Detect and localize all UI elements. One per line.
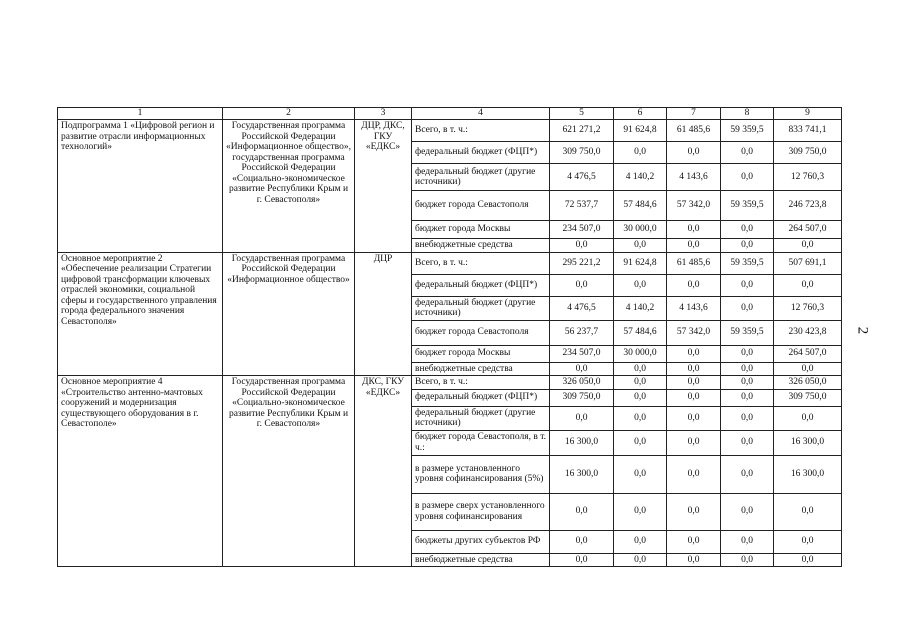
amount-cell: 0,0 <box>614 274 667 296</box>
amount-cell: 0,0 <box>667 142 721 164</box>
amount-cell: 72 537,7 <box>550 191 614 221</box>
amount-cell: 30 000,0 <box>614 345 667 362</box>
amount-cell: 0,0 <box>614 455 667 493</box>
amount-cell: 0,0 <box>550 239 614 253</box>
funding-source-cell: бюджет города Севастополя <box>412 320 550 345</box>
amount-cell: 0,0 <box>550 406 614 430</box>
amount-cell: 264 507,0 <box>774 345 842 362</box>
funding-source-cell: федеральный бюджет (ФЦП*) <box>412 274 550 296</box>
header-cell: 2 <box>223 108 355 120</box>
executor-cell: ДЦР, ДКС, ГКУ «ЕДКС» <box>355 120 412 253</box>
amount-cell: 264 507,0 <box>774 221 842 239</box>
funding-source-cell: Всего, в т. ч.: <box>412 252 550 274</box>
amount-cell: 0,0 <box>721 493 774 530</box>
funding-source-cell: внебюджетные средства <box>412 239 550 253</box>
amount-cell: 0,0 <box>721 376 774 390</box>
measure-name-cell: Основное мероприятие 2 «Обеспечение реализации Стратегии цифровой трансформации ключевых отраслей экономики, социальной сферы и государственного управления города федерального значения Севастополя» <box>58 252 223 376</box>
funding-source-cell: бюджеты других субъектов РФ <box>412 530 550 553</box>
amount-cell: 0,0 <box>774 362 842 376</box>
amount-cell: 0,0 <box>667 553 721 567</box>
amount-cell: 0,0 <box>721 164 774 191</box>
amount-cell: 0,0 <box>550 493 614 530</box>
funding-source-cell: бюджет города Севастополя, в т. ч.: <box>412 430 550 455</box>
header-cell: 9 <box>774 108 842 120</box>
header-row <box>58 108 842 120</box>
amount-cell: 0,0 <box>550 362 614 376</box>
funding-source-cell: в размере сверх установленного уровня софинансирования <box>412 493 550 530</box>
amount-cell: 0,0 <box>721 296 774 320</box>
amount-cell: 0,0 <box>721 406 774 430</box>
measure-name-cell: Подпрограмма 1 «Цифровой регион и развитие отрасли информационных технологий» <box>58 120 223 253</box>
header-cell: 6 <box>614 108 667 120</box>
amount-cell: 0,0 <box>721 221 774 239</box>
funding-source-cell: федеральный бюджет (ФЦП*) <box>412 142 550 164</box>
amount-cell: 0,0 <box>667 530 721 553</box>
amount-cell: 57 342,0 <box>667 191 721 221</box>
amount-cell: 0,0 <box>614 239 667 253</box>
amount-cell: 0,0 <box>667 345 721 362</box>
amount-cell: 0,0 <box>774 239 842 253</box>
amount-cell: 0,0 <box>721 455 774 493</box>
amount-cell: 0,0 <box>667 376 721 390</box>
amount-cell: 0,0 <box>614 142 667 164</box>
amount-cell: 0,0 <box>550 553 614 567</box>
amount-cell: 0,0 <box>774 553 842 567</box>
amount-cell: 61 485,6 <box>667 120 721 142</box>
header-cell: 4 <box>412 108 550 120</box>
amount-cell: 59 359,5 <box>721 320 774 345</box>
amount-cell: 0,0 <box>614 553 667 567</box>
funding-source-cell: федеральный бюджет (ФЦП*) <box>412 389 550 406</box>
executor-cell: ДКС, ГКУ «ЕДКС» <box>355 376 412 567</box>
amount-cell: 621 271,2 <box>550 120 614 142</box>
funding-source-cell: федеральный бюджет (другие источники) <box>412 164 550 191</box>
amount-cell: 16 300,0 <box>774 455 842 493</box>
funding-source-cell: бюджет города Москвы <box>412 345 550 362</box>
amount-cell: 56 237,7 <box>550 320 614 345</box>
amount-cell: 0,0 <box>721 362 774 376</box>
amount-cell: 16 300,0 <box>550 430 614 455</box>
amount-cell: 309 750,0 <box>774 142 842 164</box>
funding-source-cell: внебюджетные средства <box>412 362 550 376</box>
amount-cell: 833 741,1 <box>774 120 842 142</box>
amount-cell: 4 140,2 <box>614 296 667 320</box>
amount-cell: 0,0 <box>667 493 721 530</box>
amount-cell: 57 484,6 <box>614 191 667 221</box>
amount-cell: 0,0 <box>614 530 667 553</box>
funding-source-cell: внебюджетные средства <box>412 553 550 567</box>
state-program-cell: Государственная программа Российской Федерации «Социально-экономическое развитие Республики Крым и г. Севастополя» <box>223 376 355 567</box>
amount-cell: 0,0 <box>774 274 842 296</box>
amount-cell: 59 359,5 <box>721 120 774 142</box>
amount-cell: 0,0 <box>667 221 721 239</box>
funding-source-cell: Всего, в т. ч.: <box>412 120 550 142</box>
amount-cell: 59 359,5 <box>721 252 774 274</box>
header-cell: 7 <box>667 108 721 120</box>
amount-cell: 12 760,3 <box>774 296 842 320</box>
amount-cell: 309 750,0 <box>550 142 614 164</box>
amount-cell: 61 485,6 <box>667 252 721 274</box>
amount-cell: 295 221,2 <box>550 252 614 274</box>
amount-cell: 0,0 <box>614 389 667 406</box>
amount-cell: 4 143,6 <box>667 296 721 320</box>
amount-cell: 16 300,0 <box>550 455 614 493</box>
funding-source-cell: бюджет города Севастополя <box>412 191 550 221</box>
amount-cell: 0,0 <box>667 362 721 376</box>
amount-cell: 0,0 <box>667 274 721 296</box>
amount-cell: 0,0 <box>721 142 774 164</box>
amount-cell: 0,0 <box>614 406 667 430</box>
amount-cell: 91 624,8 <box>614 120 667 142</box>
state-program-cell: Государственная программа Российской Федерации «Информационное общество» <box>223 252 355 376</box>
amount-cell: 0,0 <box>721 530 774 553</box>
amount-cell: 57 342,0 <box>667 320 721 345</box>
page-number: 2 <box>854 326 871 335</box>
amount-cell: 0,0 <box>550 530 614 553</box>
funding-source-cell: федеральный бюджет (другие источники) <box>412 406 550 430</box>
amount-cell: 4 476,5 <box>550 296 614 320</box>
amount-cell: 91 624,8 <box>614 252 667 274</box>
header-cell: 5 <box>550 108 614 120</box>
executor-cell: ДЦР <box>355 252 412 376</box>
table-row <box>58 376 842 390</box>
amount-cell: 0,0 <box>614 493 667 530</box>
amount-cell: 0,0 <box>774 406 842 430</box>
table-row <box>58 252 842 274</box>
header-cell: 8 <box>721 108 774 120</box>
amount-cell: 507 691,1 <box>774 252 842 274</box>
amount-cell: 309 750,0 <box>550 389 614 406</box>
amount-cell: 326 050,0 <box>774 376 842 390</box>
state-program-cell: Государственная программа Российской Федерации «Информационное общество», государственная программа Российской Федерации «Социально-экономическое развитие Республики Крым и г. Севастополя» <box>223 120 355 253</box>
amount-cell: 0,0 <box>721 274 774 296</box>
funding-table <box>57 107 842 567</box>
amount-cell: 0,0 <box>721 389 774 406</box>
amount-cell: 0,0 <box>721 345 774 362</box>
amount-cell: 16 300,0 <box>774 430 842 455</box>
amount-cell: 0,0 <box>614 362 667 376</box>
amount-cell: 234 507,0 <box>550 221 614 239</box>
amount-cell: 57 484,6 <box>614 320 667 345</box>
funding-source-cell: федеральный бюджет (другие источники) <box>412 296 550 320</box>
amount-cell: 0,0 <box>667 455 721 493</box>
amount-cell: 0,0 <box>721 553 774 567</box>
amount-cell: 30 000,0 <box>614 221 667 239</box>
amount-cell: 309 750,0 <box>774 389 842 406</box>
table-row <box>58 120 842 142</box>
amount-cell: 0,0 <box>667 430 721 455</box>
amount-cell: 4 140,2 <box>614 164 667 191</box>
amount-cell: 0,0 <box>667 389 721 406</box>
amount-cell: 246 723,8 <box>774 191 842 221</box>
amount-cell: 4 476,5 <box>550 164 614 191</box>
amount-cell: 0,0 <box>721 430 774 455</box>
amount-cell: 0,0 <box>550 274 614 296</box>
funding-source-cell: бюджет города Москвы <box>412 221 550 239</box>
measure-name-cell: Основное мероприятие 4 «Строительство антенно-мачтовых сооружений и модернизация существующего оборудования в г. Севастополе» <box>58 376 223 567</box>
funding-source-cell: в размере установленного уровня софинансирования (5%) <box>412 455 550 493</box>
header-cell: 1 <box>58 108 223 120</box>
amount-cell: 0,0 <box>667 406 721 430</box>
funding-source-cell: Всего, в т. ч.: <box>412 376 550 390</box>
amount-cell: 230 423,8 <box>774 320 842 345</box>
amount-cell: 0,0 <box>774 493 842 530</box>
amount-cell: 0,0 <box>774 530 842 553</box>
amount-cell: 326 050,0 <box>550 376 614 390</box>
amount-cell: 4 143,6 <box>667 164 721 191</box>
amount-cell: 0,0 <box>667 239 721 253</box>
amount-cell: 0,0 <box>614 430 667 455</box>
amount-cell: 0,0 <box>614 376 667 390</box>
header-cell: 3 <box>355 108 412 120</box>
amount-cell: 234 507,0 <box>550 345 614 362</box>
amount-cell: 59 359,5 <box>721 191 774 221</box>
amount-cell: 0,0 <box>721 239 774 253</box>
amount-cell: 12 760,3 <box>774 164 842 191</box>
